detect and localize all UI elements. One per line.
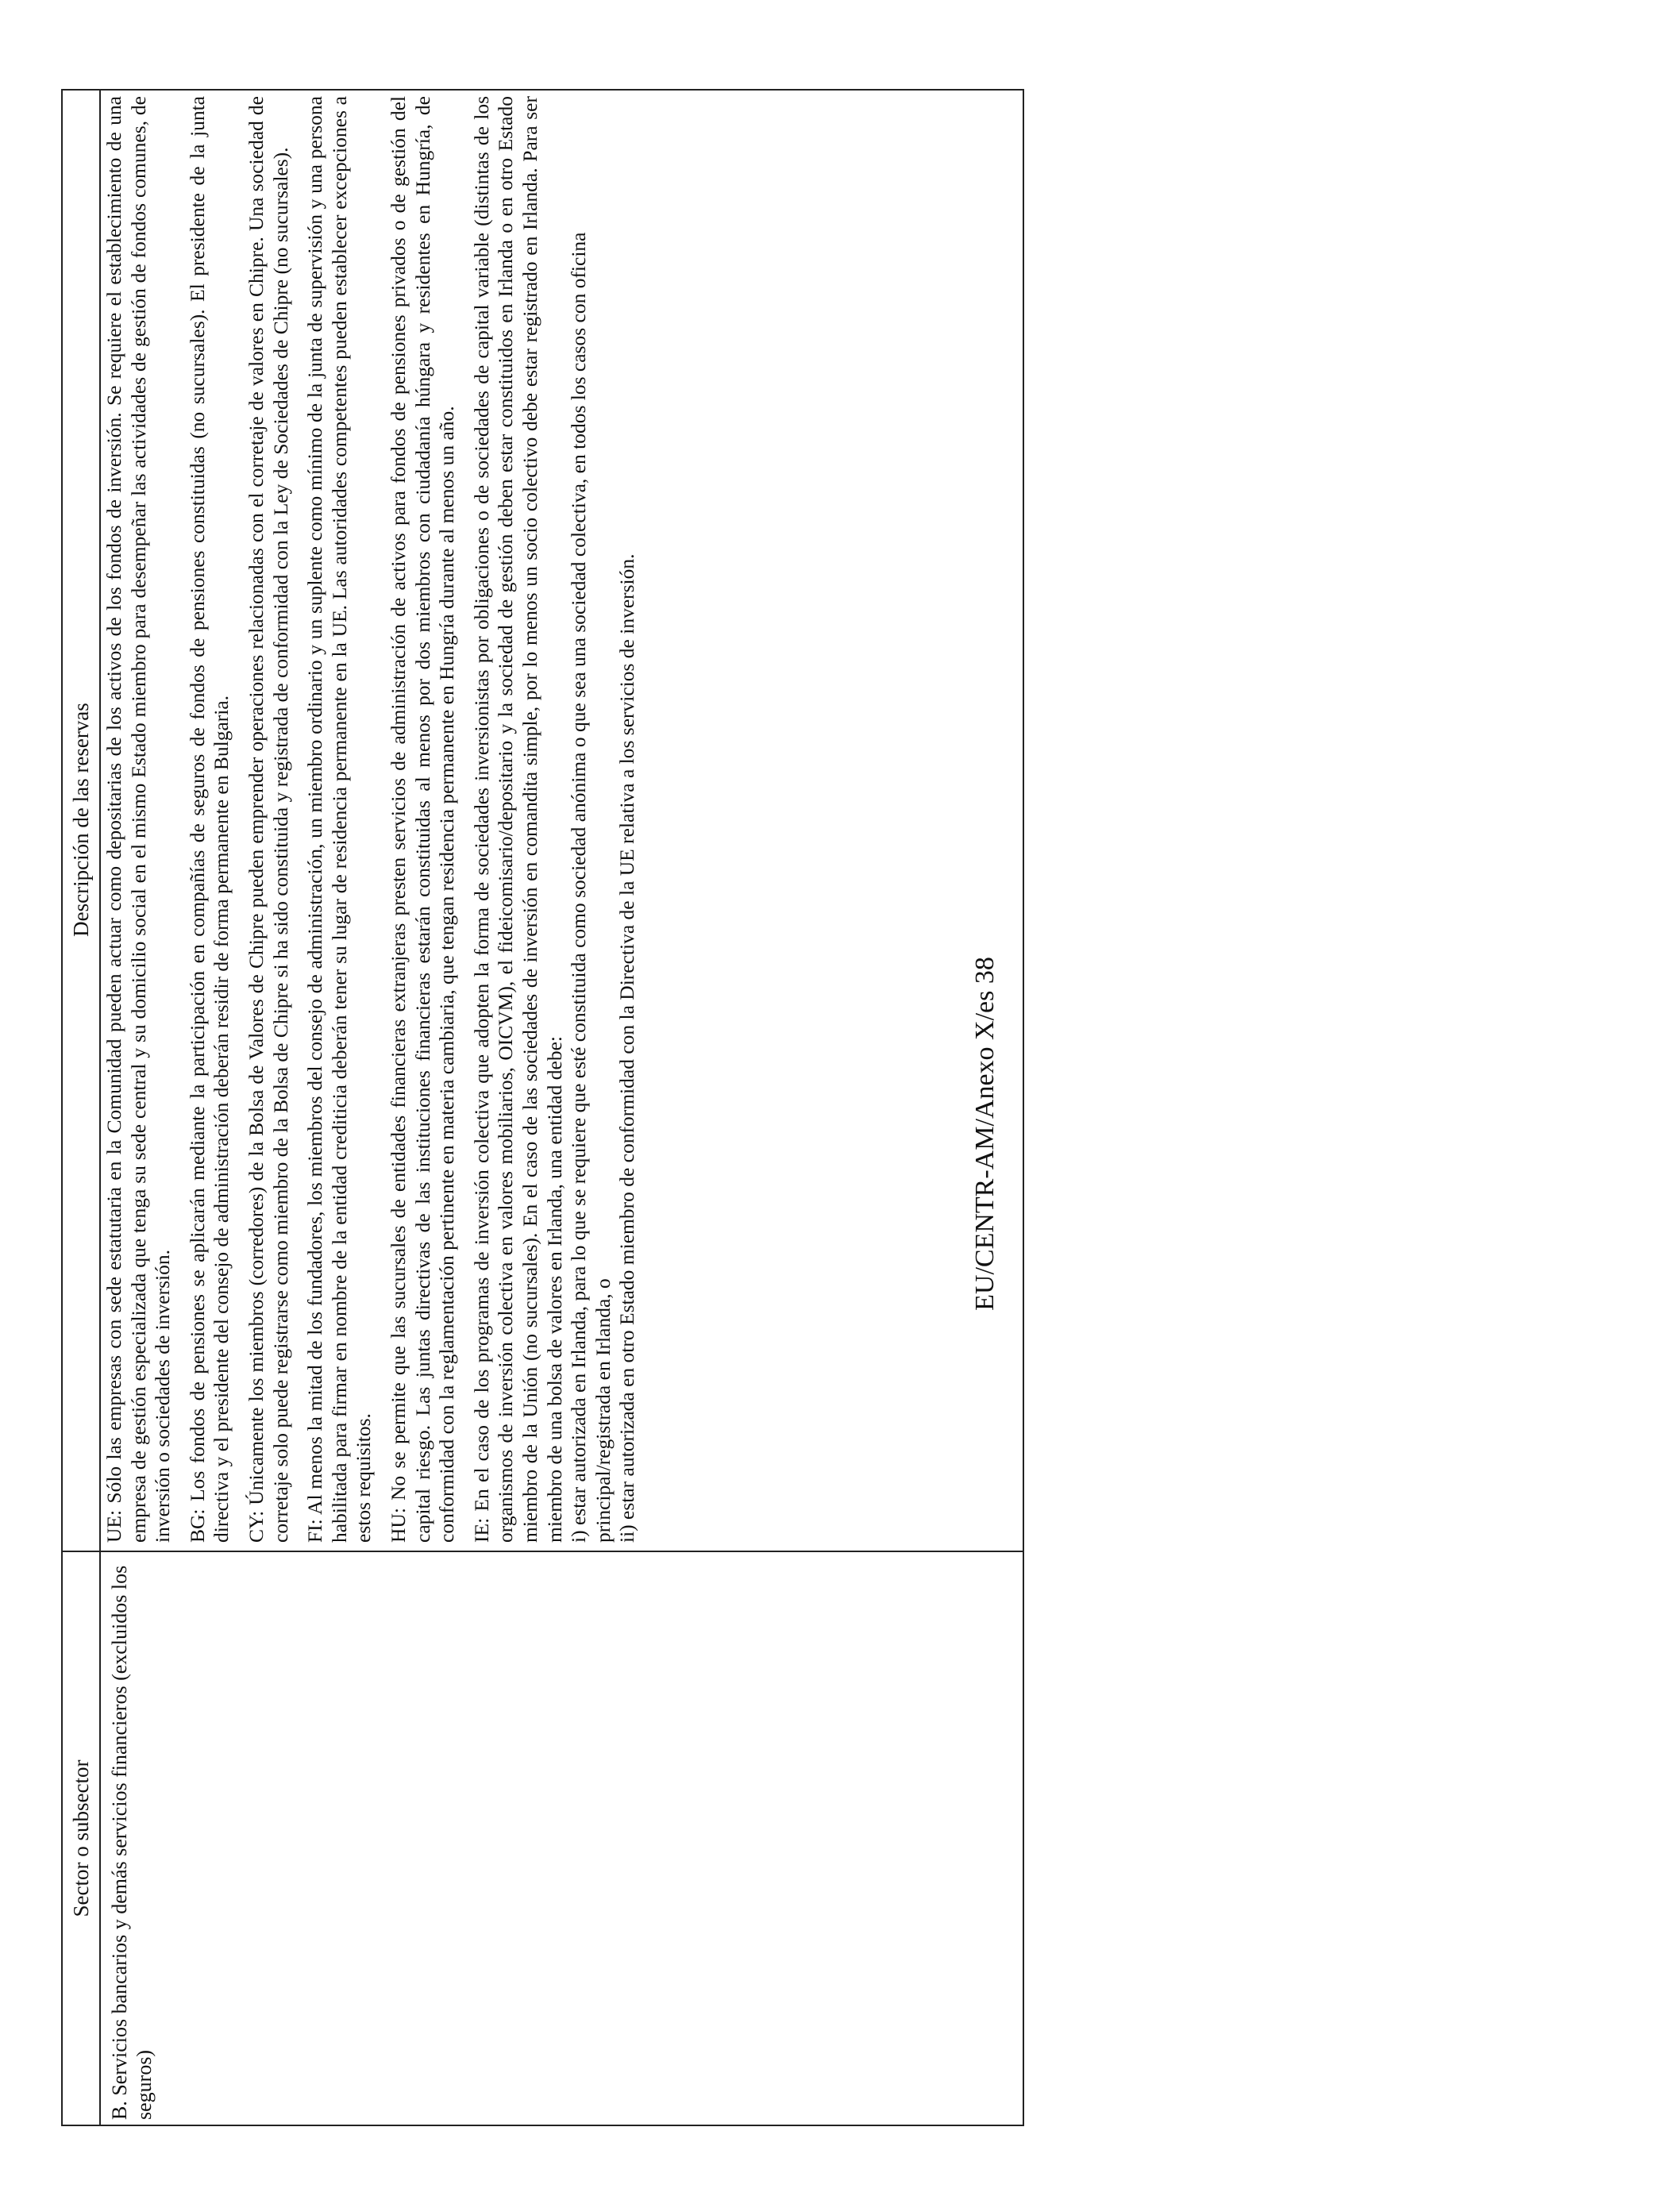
reservation-bg: BG: Los fondos de pensiones se aplicarán mediante la participación en compañías de seguros de fondos de pensiones constituidas (no sucursales). El presidente de la junta directiva y el presidente del consejo de administración deberán residir de forma permanente en Bulgaria. xyxy=(185,96,233,1543)
column-divider xyxy=(63,1551,1023,1552)
header-sector: Sector o subsector xyxy=(68,1759,93,1917)
reservation-cy: CY: Únicamente los miembros (corredores) de la Bolsa de Valores de Chipre pueden emprender operaciones relacionadas con el corretaje de valores en Chipre. Una sociedad de corretaje solo puede registrarse como miembro de la Bolsa de Chipre si ha sido constituida y registrada de conformidad con la Ley de Sociedades de Chipre (no sucursales). xyxy=(244,96,292,1543)
header-description: Descripción de las reservas xyxy=(68,703,93,937)
reservation-hu: HU: No se permite que las sucursales de entidades financieras extranjeras presten servicios de administración de activos para fondos de pensiones privados o de gestión del capital riesgo. Las juntas directivas de las instituciones financieras estarán constituidas al menos por dos miembros con ciudadanía húngara y residentes en Hungría, de conformidad con la reglamentación pertinente en materia cambiaria, que tengan residencia permanente en Hungría durante al menos un año. xyxy=(386,96,459,1543)
table-header-row xyxy=(63,91,101,2125)
description-cell xyxy=(102,96,640,1543)
reservation-ie-intro: IE: En el caso de los programas de inversión colectiva que adopten la forma de sociedades inversionistas por obligaciones o de sociedades de capital variable (distintas de los organismos de inversión colectiva en valores mobiliarios, OICVM), el fideicomisario/depositario y la sociedad de gestión deben estar constituidos en Irlanda o en otro Estado miembro de la Unión (no sucursales). En el caso de las sociedades de inversión en comandita simple, por lo menos un socio colectivo debe estar registrado en Irlanda. Para ser miembro de una bolsa de valores en Irlanda, una entidad debe: xyxy=(469,96,566,1543)
reservation-ie-item-2: ii) estar autorizada en otro Estado miembro de conformidad con la Directiva de la UE relativa a los servicios de inversión. xyxy=(615,553,639,1543)
reservation-fi: FI: Al menos la mitad de los fundadores, los miembros del consejo de administración, un miembro ordinario y un suplente como mínimo de la junta de supervisión y una persona habilitada para firmar en nombre de la entidad crediticia deberán tener su lugar de residencia permanente en la UE. Las autoridades competentes pueden establecer excepciones a estos requisitos. xyxy=(303,96,376,1543)
reservations-table xyxy=(61,89,1024,2126)
reservation-eu: UE: Sólo las empresas con sede estatutaria en la Comunidad pueden actuar como depositarias de los activos de los fondos de inversión. Se requiere el establecimiento de una empresa de gestión especializada que tenga su sede central y su domicilio social en el mismo Estado miembro para desempeñar las actividades de gestión de fondos comunes, de inversión o sociedades de inversión. xyxy=(102,96,175,1543)
rotated-page xyxy=(0,76,1032,2191)
page-footer xyxy=(970,76,1000,2191)
reservation-ie-item-1: i) estar autorizada en Irlanda, para lo que se requiere que esté constituida como sociedad anónima o que sea una sociedad colectiva, en todos los casos con oficina principal/registrada en Irlanda, o xyxy=(567,232,615,1543)
document-reference: EU/CENTR-AM/Anexo X/es 38 xyxy=(970,957,1000,1311)
reservation-ie xyxy=(470,96,640,1543)
sector-cell: B. Servicios bancarios y demás servicios financieros (excluidos los seguros) xyxy=(108,1565,156,2120)
